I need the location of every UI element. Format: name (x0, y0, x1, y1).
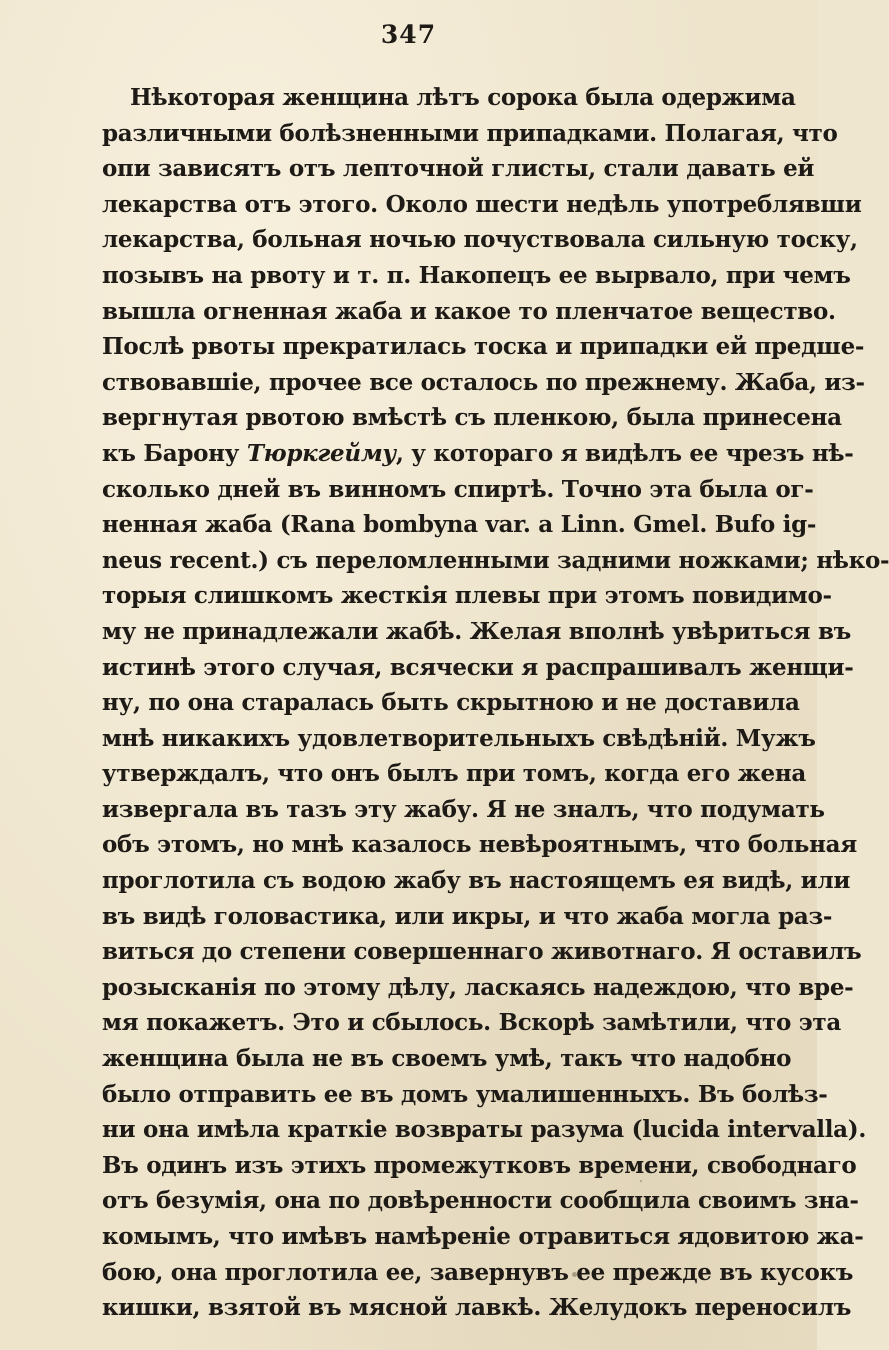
text-line: женщина была не въ своемъ умѣ, такъ что надобно (102, 1045, 792, 1073)
text-line: комымъ, что имѣвъ намѣреніе отравиться ядовитою жа- (102, 1223, 864, 1250)
text-line: торыя слишкомъ жесткія плевы при этомъ повидимо- (102, 582, 832, 610)
text-line: вергнутая рвотою вмѣстѣ съ пленкою, была принесена (102, 404, 842, 432)
text-line: различными болѣзненными припадками. Полагая, что (102, 119, 838, 147)
text-line-content: Нѣкоторая женщина лѣтъ сорока была одержима (130, 84, 796, 111)
paper-speck (640, 1180, 642, 1182)
text-line: сколько дней въ винномъ спиртѣ. Точно эта была ог- (102, 475, 814, 503)
text-line: истинѣ этого случая, всячески я распрашивалъ женщи- (102, 653, 854, 681)
text-line: Послѣ рвоты прекратилась тоска и припадки ей предше- (102, 333, 865, 361)
text-line: мя покажетъ. Это и сбылось. Вскорѣ замѣтили, что эта (102, 1009, 841, 1037)
body-text (102, 80, 889, 1326)
text-line: ни она имѣла краткіе возвраты разума (lucida intervalla). (102, 1116, 867, 1144)
text-line: объ этомъ, но мнѣ казалось невѣроятнымъ, что больная (102, 831, 857, 859)
text-line: позывъ на рвоту и т. п. Накопецъ ее вырвало, при чемъ (102, 261, 851, 289)
text-line-content: , у котораго я видѣлъ ее чрезъ нѣ- (395, 439, 854, 467)
text-line: было отправить ее въ домъ умалишенныхъ. Въ болѣз- (102, 1080, 828, 1108)
text-line: въ видѣ головастика, или икры, и что жаба могла раз- (102, 902, 833, 930)
text-line: neus recent.) съ переломленными задними ножками; нѣко- (102, 546, 889, 574)
text-line: виться до степени совершеннаго животнаго. Я оставилъ (102, 938, 862, 966)
text-line: бою, она проглотила ее, завернувъ ее прежде въ кусокъ (102, 1258, 854, 1286)
paper-speck (572, 1272, 577, 1277)
text-line: лекарства отъ этого. Около шести недѣль употреблявши (102, 190, 862, 218)
text-line-content: къ Барону (102, 439, 240, 467)
text-line: отъ безумія, она по довѣренности сообщила своимъ зна- (102, 1187, 859, 1215)
text-line: му не принадлежали жабѣ. Желая вполнѣ увѣриться въ (102, 617, 851, 645)
text-line: лекарства, больная ночью почуствовала сильную тоску, (102, 226, 858, 254)
text-line (102, 80, 796, 116)
text-line (102, 436, 854, 472)
text-line: мнѣ никакихъ удовлетворительныхъ свѣдѣній. Мужъ (102, 724, 816, 752)
text-line: извергала въ тазъ эту жабу. Я не зналъ, что подумать (102, 795, 825, 823)
text-line: вышла огненная жаба и какое то пленчатое вещество. (102, 297, 836, 325)
page-number: 347 (380, 20, 437, 49)
italic-name: Тюркгейму (246, 439, 396, 467)
paper-speck (180, 1312, 183, 1315)
text-line: опи зависятъ отъ лепточной глисты, стали давать ей (102, 155, 815, 183)
text-line: утверждалъ, что онъ былъ при томъ, когда его жена (102, 760, 806, 788)
text-line: ненная жаба (Rana bombyna var. a Linn. Gmel. Bufo ig- (102, 511, 817, 539)
text-line: Въ одинъ изъ этихъ промежутковъ времени, свободнаго (102, 1151, 857, 1179)
text-line: ну, по она старалась быть скрытною и не доставила (102, 689, 800, 717)
text-line: розысканія по этому дѣлу, ласкаясь надеждою, что вре- (102, 973, 854, 1001)
text-line: кишки, взятой въ мясной лавкѣ. Желудокъ переносилъ (102, 1294, 852, 1322)
text-line: ствовавшіе, прочее все осталось по прежнему. Жаба, из- (102, 368, 865, 396)
text-line: проглотила съ водою жабу въ настоящемъ ея видѣ, или (102, 867, 851, 895)
